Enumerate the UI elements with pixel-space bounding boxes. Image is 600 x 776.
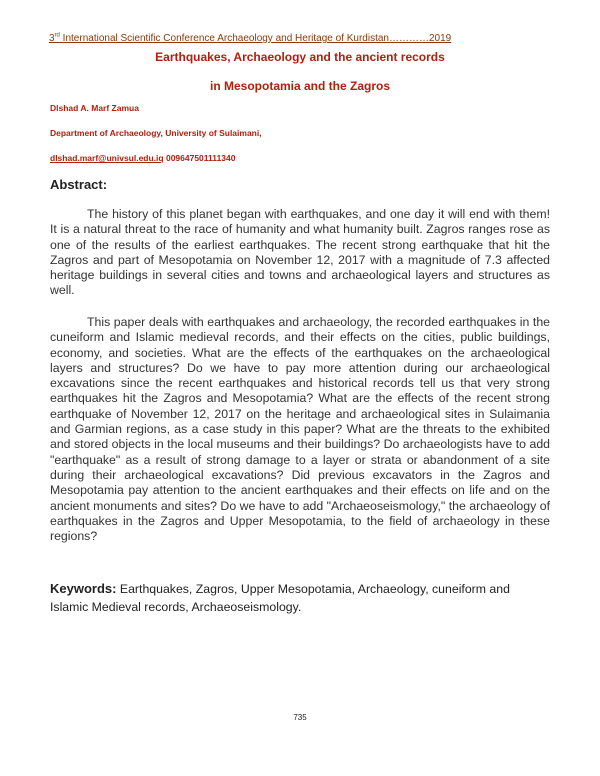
author-affiliation: Department of Archaeology, University of Sulaimani, xyxy=(50,128,262,138)
conference-ordinal-suffix: rd xyxy=(54,32,60,39)
paper-title-line-2: in Mesopotamia and the Zagros xyxy=(209,79,391,93)
conference-running-header xyxy=(49,33,509,44)
paper-title-line-1: Earthquakes, Archaeology and the ancient records xyxy=(155,50,445,64)
conference-ordinal-number: 3 xyxy=(49,33,55,44)
author-phone: 009647501111340 xyxy=(163,153,236,163)
keywords-section xyxy=(50,580,550,616)
abstract-paragraph-2: This paper deals with earthquakes and archaeology, the recorded earthquakes in the cuneiform and Islamic medieval records, and their effects on the cities, public buildings, economy, and societies. What are the effects of the earthquakes on the archaeological layers and structures? Do we have to pay more attention during our archaeological excavations since the recent earthquakes and historical records tell us that very strong earthquakes hit the Zagros and Mesopotamia? What are the effects of the recent strong earthquake of November 12, 2017 on the heritage and archaeological sites in Sulaimania and Garmian regions, as a case study in this paper? What are the threats to the exhibited and stored objects in the local museums and their buildings? Do archaeologists have to add "earthquake" as a result of strong damage to a layer or strata or abandonment of a site during their archaeological excavations? Did previous excavators in the Zagros and Mesopotamia pay attention to the ancient earthquakes and their effects on life and on the ancient monuments and sites? Do we have to add "Archaeoseismology," the archaeology of earthquakes in the Zagros and Upper Mesopotamia, to the field of archaeology in these regions? xyxy=(50,315,550,544)
keywords-label: Keywords: xyxy=(50,581,117,596)
page-number: 735 xyxy=(293,713,307,722)
author-email-link[interactable]: dlshad.marf@univsul.edu.iq xyxy=(50,153,164,163)
author-name: Dlshad A. Marf Zamua xyxy=(50,103,139,113)
conference-name: International Scientific Conference Archaeology and Heritage of Kurdistan…………2019 xyxy=(59,33,452,44)
keywords-text: Earthquakes, Zagros, Upper Mesopotamia, Archaeology, cuneiform and Islamic Medieval records, Archaeoseismology. xyxy=(50,582,510,614)
author-contact xyxy=(50,153,235,163)
abstract-paragraph-1: The history of this planet began with earthquakes, and one day it will end with them! It is a natural threat to the race of humanity and what humanity built. Zagros ranges rose as one of the results of the earliest earthquakes. The recent strong earthquake that hit the Zagros and part of Mesopotamia on November 12, 2017 with a magnitude of 7.3 affected heritage buildings in several cities and towns and archaeological layers and structures as well. xyxy=(50,207,550,298)
abstract-heading: Abstract: xyxy=(50,177,108,192)
